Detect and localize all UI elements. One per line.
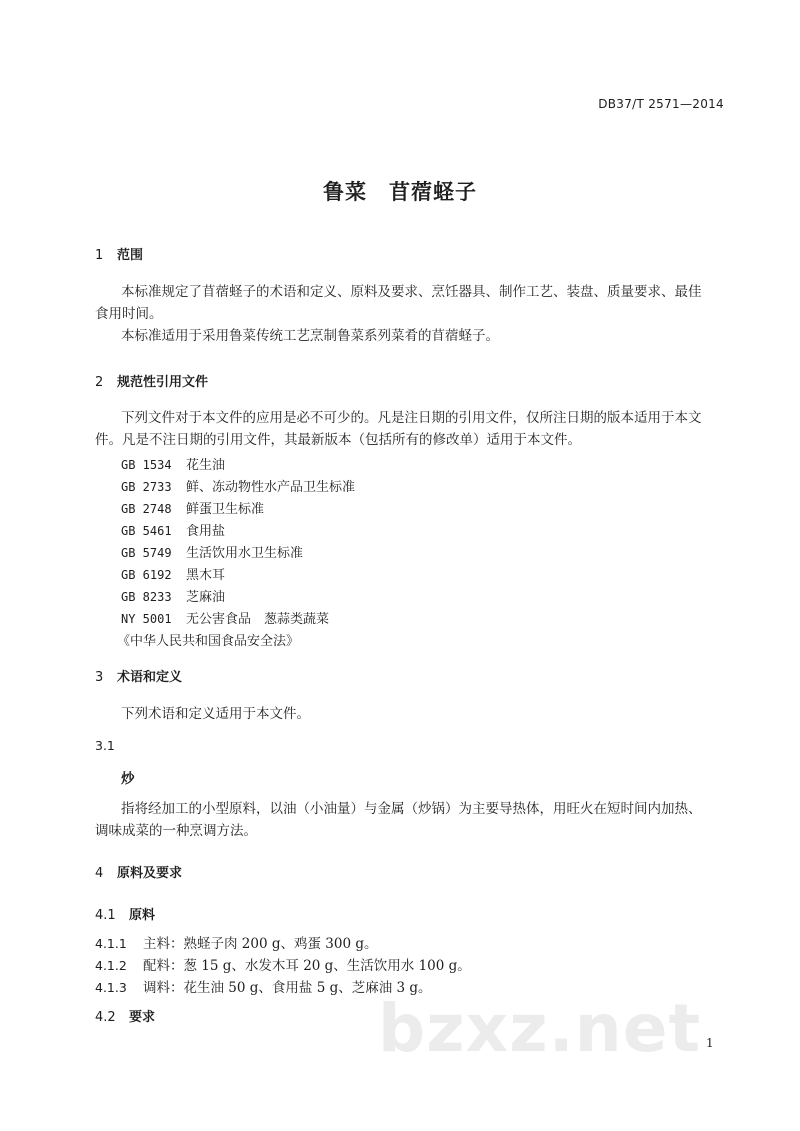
reference-name: 无公害食品 葱蒜类蔬菜 xyxy=(186,612,330,627)
item-text: 调料：花生油 50 g、食用盐 5 g、芝麻油 3 g。 xyxy=(143,980,432,996)
item-number: 4.1.2 xyxy=(95,958,127,973)
term: 炒 xyxy=(121,771,135,787)
reference-name: 鲜、冻动物性水产品卫生标准 xyxy=(186,480,356,495)
section-title: 术语和定义 xyxy=(117,670,183,685)
section-number: 4 xyxy=(95,866,104,881)
reference-name: 黑木耳 xyxy=(186,568,226,583)
section-number: 3 xyxy=(95,670,104,685)
reference-code: GB 5749 xyxy=(121,546,172,560)
paragraph-line: 下列文件对于本文件的应用是必不可少的。凡是注日期的引用文件，仅所注日期的版本适用于本文 xyxy=(121,410,702,426)
section-number: 1 xyxy=(95,248,104,263)
reference-code: GB 1534 xyxy=(121,458,172,472)
item-text: 主料：熟蛏子肉 200 g、鸡蛋 300 g。 xyxy=(143,936,378,952)
list-item xyxy=(95,933,377,955)
reference-item xyxy=(121,498,264,517)
watermark: bzxz.net xyxy=(378,990,702,1067)
item-number: 4.1.1 xyxy=(95,936,127,951)
reference-item xyxy=(121,586,225,605)
reference-name: 生活饮用水卫生标准 xyxy=(186,546,304,561)
item-number: 4.1.3 xyxy=(95,980,127,995)
reference-code: GB 5461 xyxy=(121,524,172,538)
section-1-heading xyxy=(95,244,143,263)
reference-item xyxy=(121,564,225,583)
paragraph-line: 件。凡是不注日期的引用文件，其最新版本（包括所有的修改单）适用于本文件。 xyxy=(95,432,581,448)
reference-item xyxy=(121,476,355,495)
section-4-heading xyxy=(95,862,182,881)
reference-name: 食用盐 xyxy=(186,524,226,539)
document-title: 鲁菜 苜蓿蛏子 xyxy=(323,180,477,204)
section-2-heading xyxy=(95,371,208,390)
reference-item xyxy=(121,608,329,627)
standard-number: DB37/T 2571—2014 xyxy=(598,97,724,111)
section-title: 范围 xyxy=(117,248,144,263)
item-text: 配料：葱 15 g、水发木耳 20 g、生活饮用水 100 g。 xyxy=(143,958,471,974)
reference-name: 花生油 xyxy=(186,458,226,473)
subsection-number: 4.2 xyxy=(95,1010,116,1025)
reference-code: NY 5001 xyxy=(121,612,172,626)
section-number: 2 xyxy=(95,375,104,390)
subsection-number: 4.1 xyxy=(95,908,116,923)
subsection-heading xyxy=(95,904,155,923)
subsection-title: 要求 xyxy=(129,1010,156,1025)
reference-name: 芝麻油 xyxy=(186,590,226,605)
reference-law: 《中华人民共和国食品安全法》 xyxy=(117,634,300,649)
subsection-title: 原料 xyxy=(129,908,156,923)
section-title: 原料及要求 xyxy=(117,866,183,881)
reference-code: GB 6192 xyxy=(121,568,172,582)
paragraph-line: 调味成菜的一种烹调方法。 xyxy=(95,823,257,839)
subsection-heading xyxy=(95,1006,155,1025)
reference-item xyxy=(121,520,225,539)
section-title: 规范性引用文件 xyxy=(117,375,209,390)
clause-number: 3.1 xyxy=(95,738,115,753)
paragraph-line: 指将经加工的小型原料，以油（小油量）与金属（炒锅）为主要导热体，用旺火在短时间内加热、 xyxy=(121,801,702,817)
paragraph-line: 本标准适用于采用鲁菜传统工艺烹制鲁菜系列菜肴的苜蓿蛏子。 xyxy=(121,328,499,344)
paragraph-line: 本标准规定了苜蓿蛏子的术语和定义、原料及要求、烹饪器具、制作工艺、装盘、质量要求、最佳 xyxy=(121,284,702,300)
reference-name: 鲜蛋卫生标准 xyxy=(186,502,265,517)
reference-code: GB 2748 xyxy=(121,502,172,516)
paragraph-line: 下列术语和定义适用于本文件。 xyxy=(121,706,310,722)
page-number: 1 xyxy=(706,1036,714,1050)
reference-item xyxy=(121,454,225,473)
reference-item xyxy=(121,542,303,561)
paragraph-line: 食用时间。 xyxy=(95,306,163,322)
list-item xyxy=(95,955,471,977)
reference-code: GB 2733 xyxy=(121,480,172,494)
section-3-heading xyxy=(95,666,182,685)
reference-code: GB 8233 xyxy=(121,590,172,604)
